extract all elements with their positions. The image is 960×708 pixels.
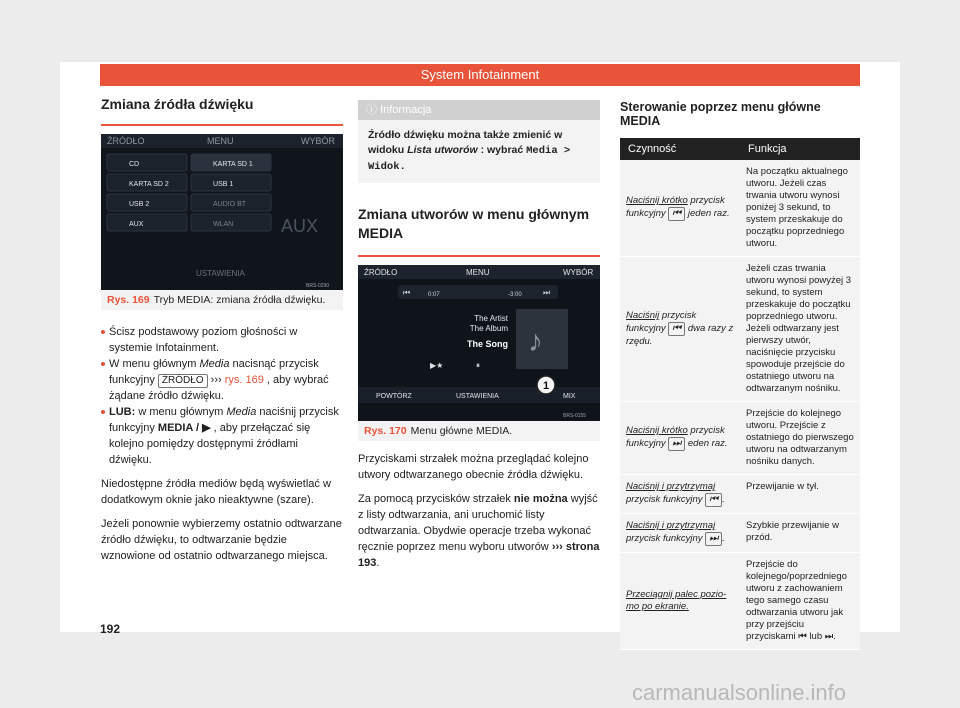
column-header-function: Funkcja (740, 138, 860, 160)
time-remaining: -3:00 (508, 292, 522, 298)
source-option-label: CD (129, 161, 140, 168)
column-1 (101, 96, 343, 572)
settings-button: USTAWIENIA (456, 393, 499, 400)
info-icon: ⓘ (366, 104, 381, 116)
function-cell: Przejście do kolejnego/poprzedniego utworu z zachowaniem tego samego czasu odtwarzania utworu jak przy przejściu przyciskami ⏮ lub ⏭. (740, 553, 860, 650)
source-option-label: USB 2 (129, 201, 150, 208)
column-3 (620, 100, 860, 650)
action-cell: Naciśnij krótko przycisk funkcyjny ⏭ eden raz. (620, 402, 740, 475)
caption-text: Menu główne MEDIA. (410, 425, 513, 437)
skip-icon: ⏭ (705, 532, 722, 546)
source-option[interactable] (107, 214, 187, 231)
media-source-screen (101, 134, 343, 290)
paragraph-unavailable: Niedostępne źródła mediów będą wyświetlać w dodatkowym oknie jako nieaktywne (szare). (101, 478, 331, 506)
tab-menu: MENU (207, 136, 234, 146)
caption-text: Tryb MEDIA: zmiana źródła dźwięku. (153, 294, 326, 306)
tab-source: ŹRÓDŁO (107, 136, 145, 146)
source-option-label: KARTA SD 1 (213, 161, 253, 168)
media-key: MEDIA / ▶ (157, 422, 211, 434)
heading-change-source: Zmiana źródła dźwięku (101, 96, 254, 112)
table-row (620, 475, 860, 514)
watermark: carmanualsonline.info (632, 680, 847, 705)
bullet-1: Ścisz podstawowy poziom głośności w systemie Infotainment. (101, 324, 343, 356)
figure-169-screen (101, 134, 343, 290)
paragraph-resume: Jeżeli ponownie wybierzemy ostatnio odtwarzane źródło dźwięku, to odtwarzanie będzie wznowione od ostatnio odtwarzanego miejsca. (101, 518, 342, 562)
controls-table (620, 138, 860, 650)
heading-change-tracks: Zmiana utworów w menu głównym MEDIA (358, 206, 590, 241)
action-cell: Naciśnij i przytrzymaj przycisk funkcyjny ⏮ . (620, 475, 740, 514)
figure-number: Rys. 170 (364, 425, 407, 437)
mix-button: MIX (563, 393, 576, 400)
heading-media-control: Sterowanie poprzez menu główne MEDIA (620, 100, 821, 128)
shuffle-icon: ▶★ (430, 361, 444, 370)
album-name: The Album (469, 324, 508, 333)
info-header: ⓘ Informacja (358, 100, 600, 120)
skip-icon: ⏭ (668, 437, 685, 451)
page-reference[interactable]: ››› strona 193 (358, 541, 600, 569)
tab-menu: MENU (466, 268, 490, 277)
skip-icon: ⏮ (668, 322, 685, 336)
function-cell: Przewijanie w tył. (740, 475, 860, 514)
figure-169-caption (101, 290, 343, 310)
function-cell: Jeżeli czas trwania utworu wynosi powyżej 3 sekund, to system przeskakuje do początku poprzedniego utworu. Jeżeli odtwarzany jest pierwszy utwór, naciśnięcie przycisku spowoduje przejście do ostatniego utworu na odtwarzanym nośniku. (740, 257, 860, 402)
source-option[interactable] (107, 154, 187, 171)
aux-large-label: AUX (281, 216, 319, 236)
source-option-label: AUX (129, 221, 144, 228)
source-option-label: AUDIO BT (213, 201, 247, 208)
source-option-label: WLAN (213, 221, 234, 228)
column-header-action: Czynność (620, 138, 740, 160)
figure-code: BRS-0290 (306, 283, 330, 289)
table-row (620, 553, 860, 650)
repeat-button: POWTÓRZ (376, 393, 412, 400)
source-option-label: KARTA SD 2 (129, 181, 169, 188)
bullet-3: LUB: w menu głównym Media naciśnij przycisk funkcyjny MEDIA / ▶ , aby przełączać się kolejno pomiędzy dostępnymi źródłami dźwięku. (101, 404, 343, 468)
pause-icon: ⏸ (476, 361, 480, 370)
figure-170-caption (358, 421, 600, 441)
table-row (620, 257, 860, 402)
function-cell: Na początku aktualnego utworu. Jeżeli czas trwania utworu wynosi poniżej 3 sekund, to system przeskakuje do początku poprzedniego utworu. (740, 160, 860, 257)
tab-select: WYBÓR (563, 268, 594, 277)
bullet-2: W menu głównym Media nacisnąć przycisk funkcyjny ŹRÓDŁO ››› rys. 169 , aby wybrać żądane źródło dźwięku. (101, 356, 343, 404)
prev-track-icon: ⏮ (403, 288, 411, 297)
action-cell: Przeciągnij palec pozio-mo po ekranie. (620, 553, 740, 650)
source-key: ŹRÓDŁO (158, 374, 208, 388)
action-cell: Naciśnij przycisk funkcyjny ⏮ dwa razy z rzędu. (620, 257, 740, 402)
skip-icon: ⏮ (668, 207, 685, 221)
settings-label: USTAWIENIA (196, 269, 245, 278)
divider (358, 255, 600, 257)
divider (101, 124, 343, 126)
column-2 (358, 100, 600, 579)
next-track-icon: ⏭ (543, 288, 551, 297)
action-cell: Naciśnij krótko przycisk funkcyjny ⏮ jeden raz. (620, 160, 740, 257)
figure-170-screen (358, 265, 600, 421)
tab-select: WYBÓR (301, 136, 336, 146)
media-main-screen (358, 265, 600, 421)
tab-source: ŹRÓDŁO (364, 268, 398, 277)
table-row (620, 514, 860, 553)
source-option-label: USB 1 (213, 181, 234, 188)
time-elapsed: 0:07 (428, 292, 440, 298)
paragraph-limitation: Za pomocą przycisków strzałek nie można wyjść z listy odtwarzania, ani uruchomić listy odtwarzania. Obydwie operacje trzeba wykonać ręcznie poprzez menu wyboru utworów ››› strona 193. (358, 493, 600, 569)
function-cell: Przejście do kolejnego utworu. Przejście z ostatniego do pierwszego utworu na odtwarzanym nośniku danych. (740, 402, 860, 475)
figure-number: Rys. 169 (107, 294, 150, 306)
paragraph-arrows: Przyciskami strzałek można przeglądać kolejno utwory odtwarzanego obecnie źródła dźwięku. (358, 453, 589, 481)
figure-code: BRS-0155 (563, 413, 587, 419)
section-header: System Infotainment (100, 64, 860, 86)
action-cell: Naciśnij i przytrzymaj przycisk funkcyjny ⏭ . (620, 514, 740, 553)
info-body: Źródło dźwięku można także zmienić w widoku Lista utworów : wybrać Media > Widok. (368, 129, 571, 173)
table-row (620, 160, 860, 257)
function-cell: Szybkie przewijanie w przód. (740, 514, 860, 553)
callout-number: 1 (543, 380, 550, 392)
skip-icon: ⏮ (705, 493, 722, 507)
music-note-icon: ♪ (528, 325, 543, 358)
figure-reference[interactable]: rys. 169 (224, 374, 264, 386)
song-title: The Song (467, 339, 508, 349)
artist-name: The Artist (474, 314, 508, 323)
table-row (620, 402, 860, 475)
info-box (358, 100, 600, 183)
page-number: 192 (100, 622, 121, 636)
